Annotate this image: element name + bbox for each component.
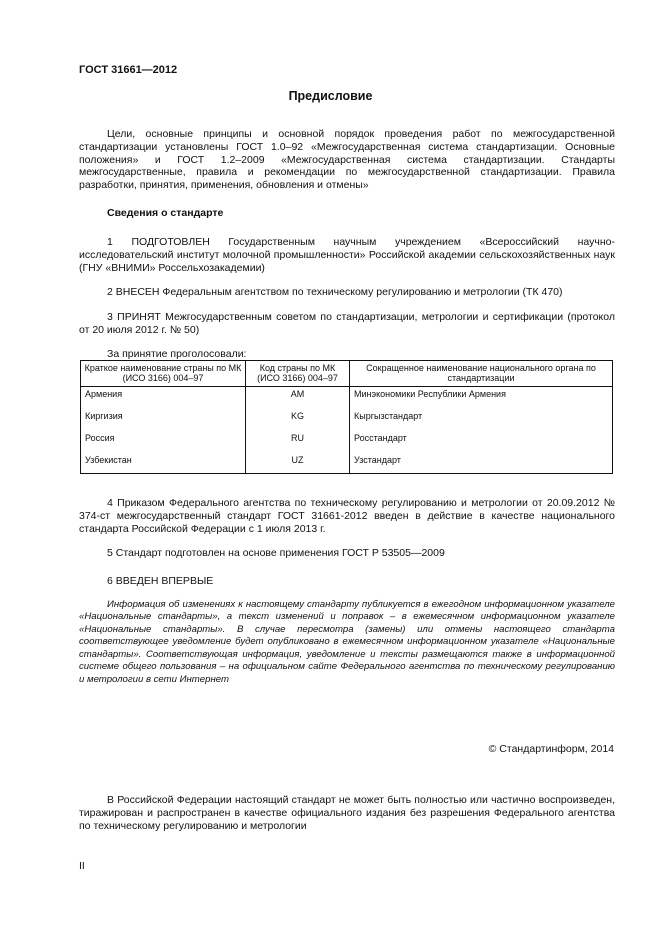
cell-body: Росстандарт (350, 433, 613, 455)
cell-country: Россия (81, 433, 246, 455)
table-row (81, 411, 613, 433)
voting-table (80, 360, 613, 474)
section-title: Сведения о стандарте (107, 207, 224, 219)
intro-paragraph: Цели, основные принципы и основной порядок проведения работ по межгосударственной стандартизации установлены ГОСТ 1.0–92 «Межгосударственная система стандартизации. Основные положения» и ГОСТ 1.2–2009 «Межгосударственная система стандартизации. Стандарты межгосударственные, правила и рекомендации по межгосударственной стандартизации. Правила разработки, принятия, применения, обновления и отмены» (79, 128, 615, 192)
cell-code: AM (246, 386, 350, 411)
table-row (81, 455, 613, 474)
table-row (81, 433, 613, 455)
item-prepared: 1 ПОДГОТОВЛЕН Государственным научным учреждением «Всероссийский научно-исследовательский институт молочной промышленности» Российской академии сельскохозяйственных наук (ГНУ «ВНИМИ» Россельхозакадемии) (79, 236, 615, 274)
copyright: © Стандартинформ, 2014 (488, 743, 614, 755)
column-header-body: Сокращенное наименование национального органа по стандартизации (350, 361, 613, 387)
cell-country: Киргизия (81, 411, 246, 433)
column-header-code: Код страны по МК (ИСО 3166) 004–97 (246, 361, 350, 387)
cell-body: Минэкономики Республики Армения (350, 386, 613, 411)
item-basis: 5 Стандарт подготовлен на основе применения ГОСТ Р 53505—2009 (107, 547, 445, 559)
document-code: ГОСТ 31661—2012 (79, 64, 178, 76)
cell-body: Кыргызстандарт (350, 411, 613, 433)
cell-code: RU (246, 433, 350, 455)
item-order: 4 Приказом Федерального агентства по техническому регулированию и метрологии от 20.09.2012 № 374-ст межгосударственный стандарт ГОСТ 31661-2012 введен в действие в качестве национального стандарта Российской Федерации с 1 июля 2013 г. (79, 497, 615, 535)
table-header-row (81, 361, 613, 387)
item-submitted: 2 ВНЕСЕН Федеральным агентством по техническому регулированию и метрологии (ТК 470) (107, 286, 563, 298)
cell-body: Узстандарт (350, 455, 613, 474)
item-introduced: 6 ВВЕДЕН ВПЕРВЫЕ (107, 575, 214, 587)
cell-country: Узбекистан (81, 455, 246, 474)
cell-country: Армения (81, 386, 246, 411)
table-row (81, 386, 613, 411)
vote-label: За принятие проголосовали: (107, 348, 247, 360)
page-number: II (79, 860, 85, 872)
column-header-country: Краткое наименование страны по МК (ИСО 3166) 004–97 (81, 361, 246, 387)
information-note: Информация об изменениях к настоящему стандарту публикуется в ежегодном информационном указателе «Национальные стандарты», а текст изменений и поправок – в ежемесячном информационном указателе «Национальные стандарты». В случае пересмотра (замены) или отмены настоящего стандарта соответствующее уведомление будет опубликовано в ежемесячном информационном указателе «Национальные стандарты». Соответствующая информация, уведомление и тексты размещаются также в информационной системе общего пользования – на официальном сайте Федерального агентства по техническому регулированию и метрологии в сети Интернет (79, 599, 615, 685)
cell-code: KG (246, 411, 350, 433)
item-adopted: 3 ПРИНЯТ Межгосударственным советом по стандартизации, метрологии и сертификации (протокол от 20 июля 2012 г. № 50) (79, 311, 615, 336)
cell-code: UZ (246, 455, 350, 474)
page-title: Предисловие (288, 89, 373, 103)
reproduction-notice: В Российской Федерации настоящий стандарт не может быть полностью или частично воспроизведен, тиражирован и распространен в качестве официального издания без разрешения Федерального агентства по техническому регулированию и метрологии (79, 794, 615, 832)
